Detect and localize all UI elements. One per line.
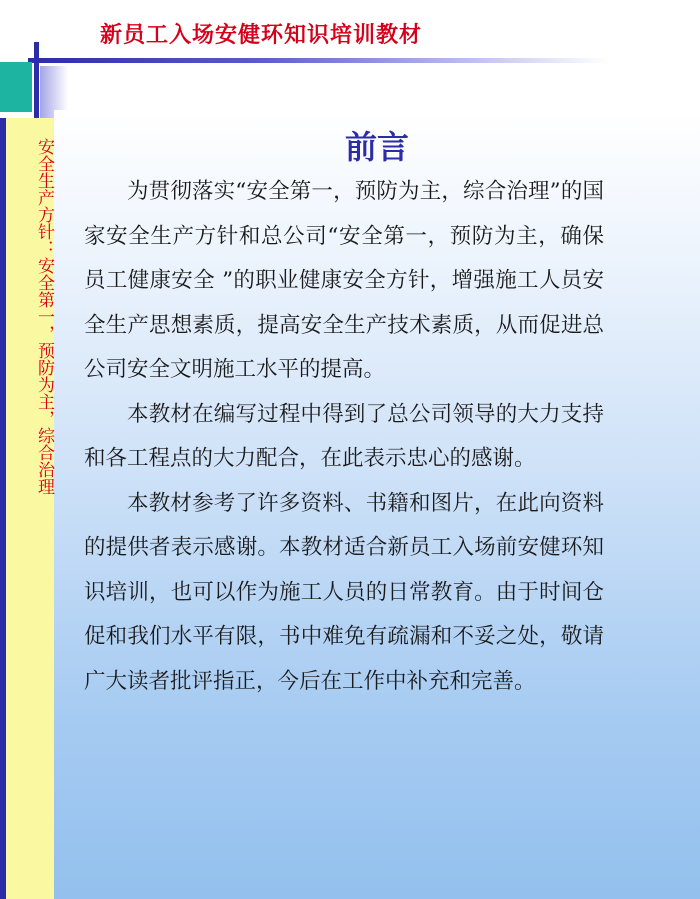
preface-paragraph-1: 为贯彻落实“安全第一，预防为主，综合治理”的国家安全生产方针和总公司“安全第一，预防为主，确保员工健康安全 ”的职业健康安全方针，增强施工人员安全生产思想素质，提高安全生产技术素质，从而促进总公司安全文明施工水平的提高。 [84, 179, 604, 382]
sidebar-motto-text [16, 138, 56, 495]
preface-paragraph-2: 本教材在编写过程中得到了总公司领导的大力支持和各工程点的大力配合，在此表示忠心的感谢。 [84, 401, 604, 471]
sidebar-motto [0, 118, 54, 899]
decorative-teal-block [0, 62, 32, 112]
page-title: 前言 [344, 128, 409, 166]
decorative-vertical-rule [34, 42, 39, 118]
sidebar-motto-label: 安全生产方针： [34, 138, 54, 257]
sidebar-motto-body: 安全第一，预防为主，综合治理 [34, 257, 54, 495]
header-title: 新员工入场安健环知识培训教材 [100, 23, 423, 48]
preface-paragraph-3: 本教材参考了许多资料、书籍和图片，在此向资料的提供者表示感谢。本教材适合新员工入场前安健环知识培训，也可以作为施工人员的日常教育。由于时间仓促和我们水平有限，书中难免有疏漏和不妥之处，敬请广大读者批评指正，今后在工作中补充和完善。 [84, 490, 604, 694]
preface-body [84, 170, 604, 704]
header-divider [28, 58, 608, 63]
